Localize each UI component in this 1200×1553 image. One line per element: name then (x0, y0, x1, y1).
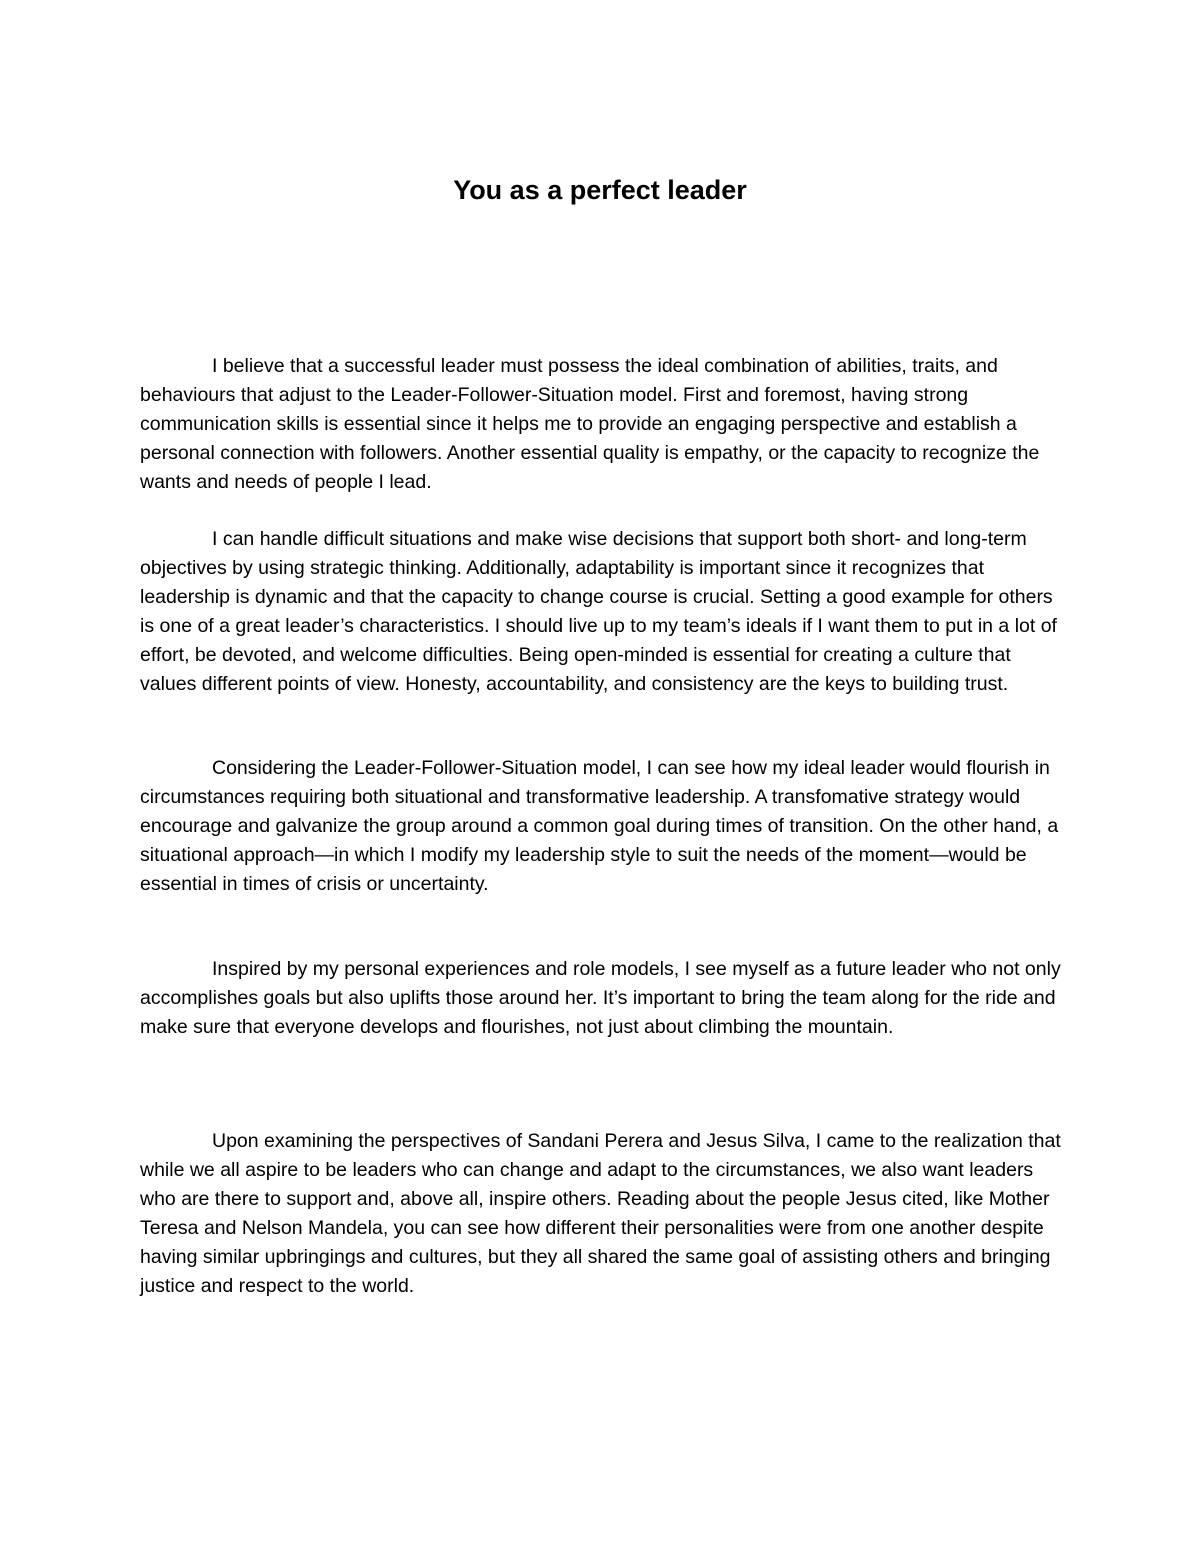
paragraph-5: Upon examining the perspectives of Sandani Perera and Jesus Silva, I came to the realization that while we all aspire to be leaders who can change and adapt to the circumstances, we also want leaders who are there to support and, above all, inspire others. Reading about the people Jesus cited, like Mother Teresa and Nelson Mandela, you can see how different their personalities were from one another despite having similar upbringings and cultures, but they all shared the same goal of assisting others and bringing justice and respect to the world. (140, 1130, 1061, 1297)
paragraph-1: I believe that a successful leader must possess the ideal combination of abilities, traits, and behaviours that adjust to the Leader-Follower-Situation model. First and foremost, having strong communication skills is essential since it helps me to provide an engaging perspective and establish a personal connection with followers. Another essential quality is empathy, or the capacity to recognize the wants and needs of people I lead. (140, 355, 1040, 493)
document-title: You as a perfect leader (453, 175, 747, 205)
paragraph-3: Considering the Leader-Follower-Situation model, I can see how my ideal leader would flourish in circumstances requiring both situational and transformative leadership. A transfomative strategy would encourage and galvanize the group around a common goal during times of transition. On the other hand, a situational approach—in which I modify my leadership style to suit the needs of the moment—would be essential in times of crisis or uncertainty. (140, 757, 1059, 895)
paragraph-2: I can handle difficult situations and make wise decisions that support both short- and long-term objectives by using strategic thinking. Additionally, adaptability is important since it recognizes that leadership is dynamic and that the capacity to change course is crucial. Setting a good example for others is one of a great leader’s characteristics. I should live up to my team’s ideals if I want them to put in a lot of effort, be devoted, and welcome difficulties. Being open-minded is essential for creating a culture that values different points of view. Honesty, accountability, and consistency are the keys to building trust. (140, 528, 1057, 695)
paragraph-4: Inspired by my personal experiences and role models, I see myself as a future leader who not only accomplishes goals but also uplifts those around her. It’s important to bring the team along for the ride and make sure that everyone develops and flourishes, not just about climbing the mountain. (140, 958, 1061, 1038)
